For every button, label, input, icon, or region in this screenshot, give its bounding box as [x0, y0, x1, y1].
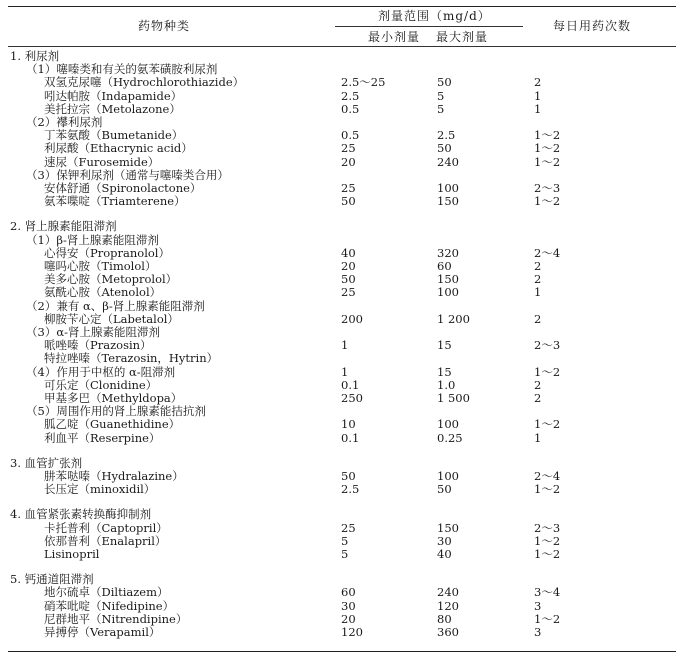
drug-name: 特拉唑嗪（Terazosin，Hytrin） [44, 351, 219, 366]
min-dose-cell: 20 [341, 259, 356, 273]
max-dose-cell: 1.0 [437, 377, 456, 392]
bottom-rule [8, 651, 676, 652]
drug-name: 胍乙啶（Guanethidine） [44, 417, 181, 432]
min-dose-cell: 25 [341, 285, 356, 300]
min-dose-cell: 25 [341, 181, 356, 195]
drug-name: 美多心胺（Metoprolol） [44, 272, 178, 287]
daily-times-cell: 1～2 [534, 128, 561, 143]
daily-times-cell: 1～2 [534, 611, 561, 626]
daily-times-cell: 2 [534, 259, 542, 273]
max-dose-cell: 5 [437, 101, 445, 116]
min-dose-cell: 0.1 [341, 430, 360, 445]
drug-name: Lisinopril [44, 547, 100, 561]
subcategory-label: （4）作用于中枢的 α-阻滞剂 [26, 364, 176, 379]
max-dose-cell: 50 [437, 75, 452, 90]
max-dose-cell: 0.25 [437, 430, 463, 445]
daily-times-cell: 2～4 [534, 469, 561, 483]
daily-times-cell: 2～3 [534, 338, 561, 353]
max-dose-cell: 150 [437, 194, 459, 209]
drug-name: 双氢克尿噻（Hydrochlorothiazide） [44, 75, 245, 90]
daily-times-cell: 2～4 [534, 245, 561, 260]
min-dose-cell: 2.5 [341, 482, 360, 497]
min-dose-cell: 25 [341, 141, 356, 156]
drug-name: 依那普利（Enalapril） [44, 533, 167, 548]
max-dose-cell: 30 [437, 533, 452, 548]
daily-times-cell: 1～2 [534, 533, 561, 548]
daily-times-cell: 2 [534, 272, 542, 287]
drug-name: 利血平（Reserpine） [44, 430, 161, 445]
max-dose-cell: 150 [437, 520, 459, 535]
min-dose-cell: 60 [341, 585, 356, 600]
max-dose-cell: 120 [437, 598, 459, 613]
daily-times-cell: 3～4 [534, 585, 561, 600]
max-dose-cell: 15 [437, 364, 452, 379]
subcategory-label: （3）α-肾上腺素能阻滞剂 [26, 325, 160, 339]
min-dose-cell: 5 [341, 547, 349, 561]
subcategory-label: （2）襻利尿剂 [26, 115, 103, 129]
max-dose-cell: 320 [437, 245, 459, 260]
drug-name: 心得安（Propranolol） [44, 245, 170, 260]
drug-name: 美托拉宗（Metolazone） [44, 101, 181, 116]
max-dose-cell: 1 500 [437, 391, 470, 405]
drug-name: 噻吗心胺（Timolol） [44, 259, 157, 273]
category-label: 1. 利尿剂 [10, 49, 60, 63]
drug-name: 尼群地平（Nitrendipine） [44, 611, 188, 626]
category-label: 4. 血管紧张素转换酶抑制剂 [10, 507, 152, 522]
min-dose-cell: 50 [341, 272, 356, 287]
drug-name: 地尔硫卓（Diltiazem） [44, 585, 169, 600]
max-dose-cell: 1 200 [437, 311, 470, 326]
drug-name: 异搏停（Verapamil） [44, 625, 161, 639]
max-dose-cell: 100 [437, 417, 459, 432]
subcategory-label: （3）保钾利尿剂（通常与噻嗪类合用） [26, 167, 229, 182]
daily-times-cell: 1 [534, 285, 542, 300]
drug-name: 甲基多巴（Methyldopa） [44, 391, 183, 405]
drug-name: 氨酰心胺（Atenolol） [44, 285, 162, 300]
drug-name: 丁苯氨酸（Bumetanide） [44, 128, 184, 143]
max-dose-cell: 80 [437, 611, 452, 626]
min-dose-cell: 2.5 [341, 88, 360, 103]
daily-times-cell: 3 [534, 598, 542, 613]
min-dose-cell: 20 [341, 611, 356, 626]
min-dose-cell: 25 [341, 520, 356, 535]
min-dose-cell: 5 [341, 533, 349, 548]
max-dose-cell: 240 [437, 154, 459, 169]
max-dose-cell: 60 [437, 259, 452, 273]
drug-name: 可乐定（Clonidine） [44, 377, 158, 392]
drug-name: 吲达帕胺（Indapamide） [44, 88, 183, 103]
max-dose-cell: 150 [437, 272, 459, 287]
max-dose-cell: 100 [437, 285, 459, 300]
min-dose-cell: 0.1 [341, 377, 360, 392]
header-max-dose: 最大剂量 [436, 30, 489, 44]
subcategory-label: （2）兼有 α、β-肾上腺素能阻滞剂 [26, 298, 205, 313]
min-dose-cell: 30 [341, 598, 356, 613]
header-min-dose: 最小剂量 [368, 30, 421, 44]
daily-times-cell: 1～2 [534, 141, 561, 156]
drug-name: 速尿（Furosemide） [44, 154, 160, 169]
daily-times-cell: 2～3 [534, 520, 561, 535]
daily-times-cell: 2～3 [534, 181, 561, 195]
subcategory-label: （1）β-肾上腺素能阻滞剂 [26, 232, 159, 247]
min-dose-cell: 1 [341, 364, 349, 379]
dose-range-rule [335, 26, 523, 27]
min-dose-cell: 0.5 [341, 128, 360, 143]
top-rule [8, 6, 676, 7]
drug-name: 利尿酸（Ethacrynic acid） [44, 141, 193, 156]
max-dose-cell: 360 [437, 625, 459, 639]
daily-times-cell: 2 [534, 377, 542, 392]
category-label: 5. 钙通道阻滞剂 [10, 572, 94, 587]
header-rule [8, 46, 676, 47]
daily-times-cell: 1 [534, 430, 542, 445]
daily-times-cell: 1～2 [534, 364, 561, 379]
drug-name: 安体舒通（Spironolactone） [44, 181, 202, 195]
category-label: 2. 肾上腺素能阻滞剂 [10, 219, 117, 234]
header-drug-class: 药物种类 [138, 19, 191, 33]
drug-name: 氨苯喋啶（Triamterene） [44, 194, 186, 209]
max-dose-cell: 100 [437, 181, 459, 195]
min-dose-cell: 50 [341, 469, 356, 483]
min-dose-cell: 50 [341, 194, 356, 209]
min-dose-cell: 40 [341, 245, 356, 260]
max-dose-cell: 40 [437, 547, 452, 561]
max-dose-cell: 240 [437, 585, 459, 600]
daily-times-cell: 1 [534, 101, 542, 116]
header-dose-range: 剂量范围（mg/d） [378, 9, 491, 23]
drug-name: 长压定（minoxidil） [44, 482, 156, 497]
daily-times-cell: 1～2 [534, 417, 561, 432]
category-label: 3. 血管扩张剂 [10, 455, 83, 470]
daily-times-cell: 1～2 [534, 547, 561, 561]
max-dose-cell: 50 [437, 141, 452, 156]
drug-name: 柳胺苄心定（Labetalol） [44, 311, 179, 326]
daily-times-cell: 2 [534, 391, 542, 405]
min-dose-cell: 0.5 [341, 101, 360, 116]
drug-name: 哌唑嗪（Prazosin） [44, 338, 152, 353]
max-dose-cell: 100 [437, 469, 459, 483]
max-dose-cell: 5 [437, 88, 445, 103]
daily-times-cell: 1～2 [534, 194, 561, 209]
min-dose-cell: 200 [341, 311, 363, 326]
header-daily-times: 每日用药次数 [553, 19, 632, 33]
min-dose-cell: 120 [341, 625, 363, 639]
subcategory-label: （5）周围作用的肾上腺素能拮抗剂 [26, 404, 206, 419]
daily-times-cell: 2 [534, 311, 542, 326]
daily-times-cell: 1 [534, 88, 542, 103]
daily-times-cell: 3 [534, 625, 542, 639]
min-dose-cell: 1 [341, 338, 349, 353]
subcategory-label: （1）噻嗪类和有关的氨苯磺胺利尿剂 [26, 62, 218, 77]
daily-times-cell: 1～2 [534, 154, 561, 169]
max-dose-cell: 50 [437, 482, 452, 497]
daily-times-cell: 1～2 [534, 482, 561, 497]
min-dose-cell: 20 [341, 154, 356, 169]
drug-name: 卡托普利（Captopril） [44, 520, 168, 535]
drug-name: 硝苯吡啶（Nifedipine） [44, 598, 175, 613]
max-dose-cell: 15 [437, 338, 452, 353]
min-dose-cell: 250 [341, 391, 363, 405]
drug-name: 肼苯哒嗪（Hydralazine） [44, 469, 184, 483]
max-dose-cell: 2.5 [437, 128, 456, 143]
min-dose-cell: 2.5～25 [341, 75, 386, 90]
daily-times-cell: 2 [534, 75, 542, 90]
min-dose-cell: 10 [341, 417, 356, 432]
